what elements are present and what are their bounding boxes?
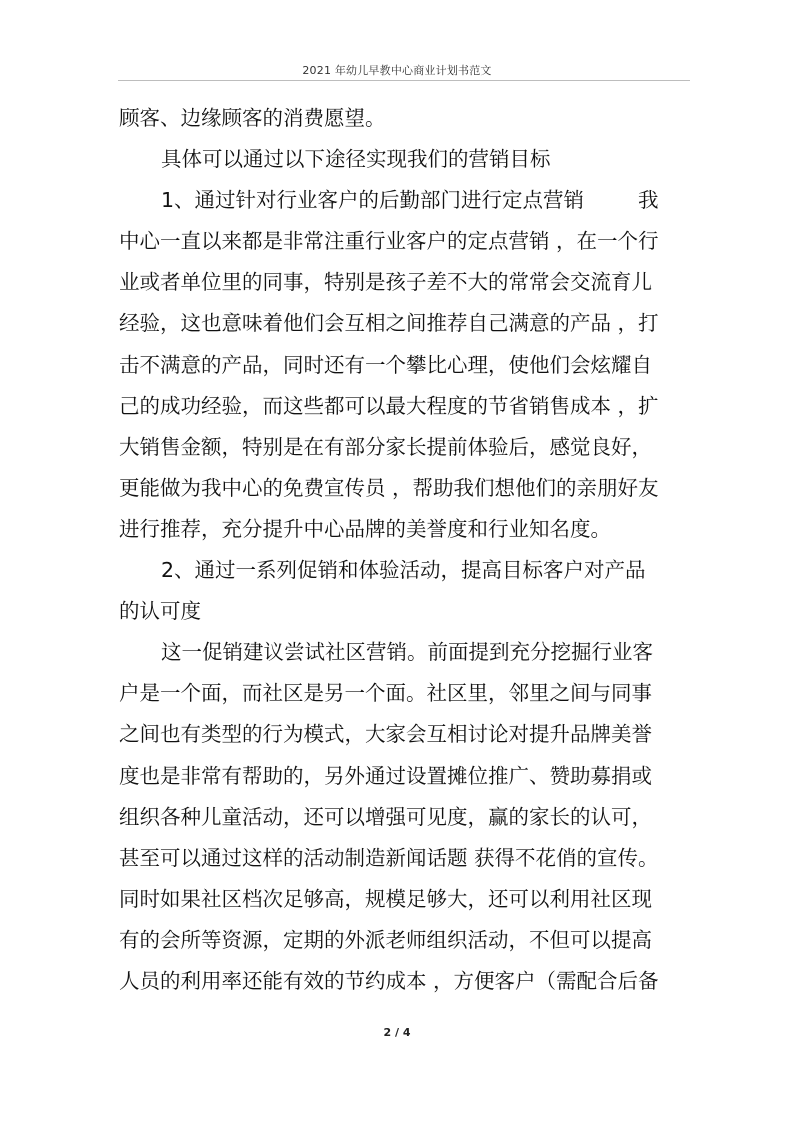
body-line: 组织各种儿童活动，还可以增强可见度，赢的家长的认可，: [119, 804, 652, 829]
body-line: [119, 180, 699, 221]
body-line: 2、通过一系列促销和体验活动，提高目标客户对产品: [161, 558, 646, 583]
body-line: 击不满意的产品，同时还有一个攀比心理，使他们会炫耀自: [119, 352, 652, 377]
body-line: 这一促销建议尝试社区营销。前面提到充分挖掘行业客: [161, 640, 653, 665]
body-line: 更能做为我中心的免费宣传员 ，帮助我们想他们的亲朋好友: [119, 475, 659, 500]
line-text: 1、通过针对行业客户的后勤部门进行定点营销: [161, 188, 585, 213]
body-line: 甚至可以通过这样的活动制造新闻话题 获得不花俏的宣传。: [119, 845, 659, 870]
body-line: 顾客、边缘顾客的消费愿望。: [119, 106, 386, 130]
body-line: 人员的利用率还能有效的节约成本 ，方便客户（需配合后备: [119, 968, 659, 993]
body-line: 大销售金额，特别是在有部分家长提前体验后，感觉良好，: [119, 434, 652, 459]
document-body: [119, 98, 699, 1002]
page-number: 2 / 4: [383, 1026, 411, 1039]
line-tail: 我: [638, 188, 659, 213]
body-line: 度也是非常有帮助的，另外通过设置摊位推广、赞助募捐或: [119, 763, 652, 788]
body-line: 同时如果社区档次足够高，规模足够大，还可以利用社区现: [119, 886, 652, 911]
body-line: 的认可度: [119, 599, 201, 624]
body-line: 具体可以通过以下途径实现我们的营销目标: [161, 147, 551, 172]
header-divider: [118, 80, 690, 81]
body-line: 户是一个面，而社区是另一个面。社区里，邻里之间与同事: [119, 681, 652, 706]
body-line: 之间也有类型的行为模式，大家会互相讨论对提升品牌美誉: [119, 722, 652, 747]
body-line: 业或者单位里的同事，特别是孩子差不大的常常会交流育儿: [119, 270, 652, 295]
body-line: 有的会所等资源，定期的外派老师组织活动，不但可以提高: [119, 927, 652, 952]
body-line: 经验，这也意味着他们会互相之间推荐自己满意的产品 ，打: [119, 311, 659, 336]
body-line: 中心一直以来都是非常注重行业客户的定点营销 ，在一个行: [119, 229, 659, 254]
body-line: 己的成功经验，而这些都可以最大程度的节省销售成本 ，扩: [119, 393, 659, 418]
body-line: 进行推荐，充分提升中心品牌的美誉度和行业知名度。: [119, 516, 611, 541]
page-header: 2021 年幼儿早教中心商业计划书范文: [302, 64, 492, 77]
